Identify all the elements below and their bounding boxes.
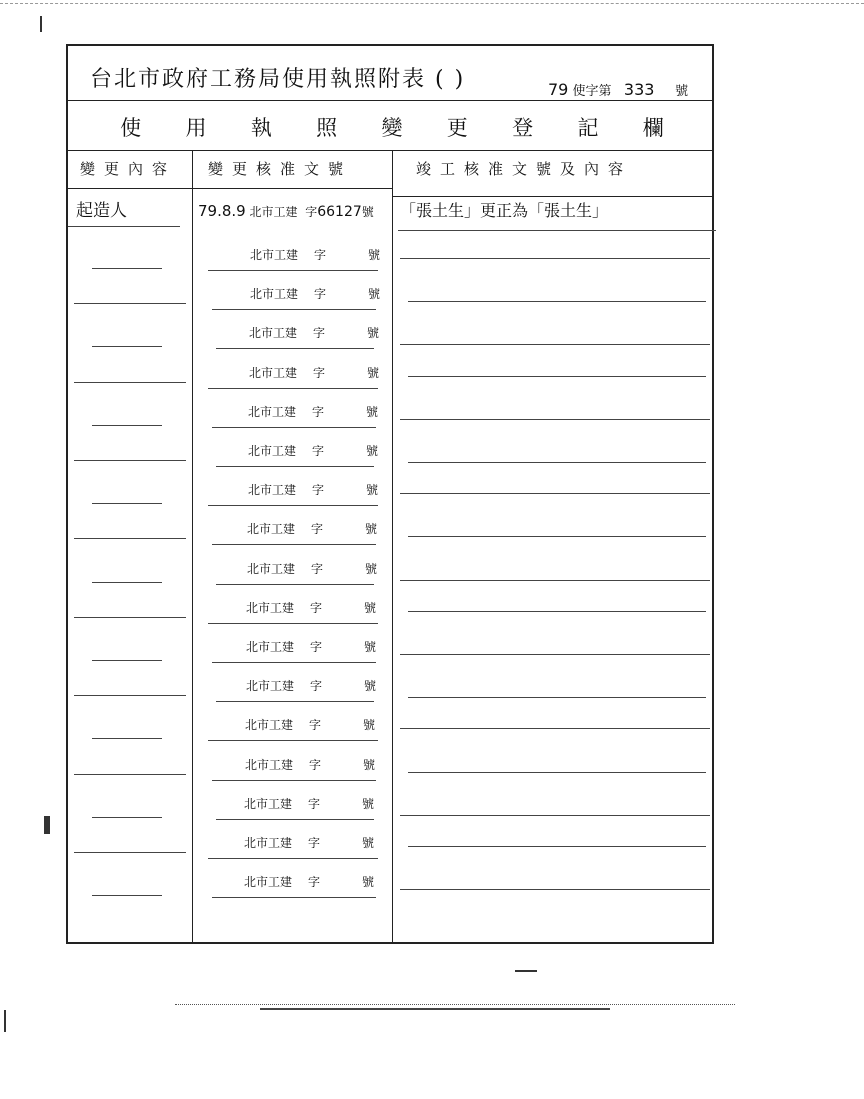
row-rule — [400, 728, 710, 729]
section-heading-char: 用 — [185, 116, 207, 140]
row-rule — [408, 536, 706, 537]
table-row — [68, 310, 716, 349]
table-row — [68, 467, 716, 506]
approval-number — [247, 560, 377, 577]
approval-hao: 號 — [366, 444, 379, 458]
approval-hao: 號 — [364, 640, 377, 654]
table-row-first — [68, 192, 716, 231]
approval-number — [246, 638, 376, 655]
completion-content-value: 「張土生」更正為「張土生」 — [400, 201, 609, 220]
approval-zi: 字 — [312, 483, 325, 498]
row-rule — [74, 695, 186, 696]
approval-number — [248, 481, 378, 498]
approval-prefix: 北市工建 — [249, 205, 298, 219]
row-rule — [408, 611, 706, 612]
approval-zi: 字 — [310, 640, 323, 654]
approval-zi: 字 — [313, 365, 326, 380]
row-rule — [408, 772, 706, 773]
approval-prefix: 北市工建 — [246, 679, 295, 694]
approval-hao: 號 — [365, 561, 378, 576]
approval-hao: 號 — [363, 718, 376, 733]
row-rule — [92, 895, 162, 896]
row-rule — [92, 268, 162, 269]
approval-zi: 字 — [308, 836, 321, 850]
row-rule — [74, 774, 186, 775]
row-rule — [400, 580, 710, 581]
approval-prefix: 北市工建 — [247, 561, 296, 576]
approval-prefix: 北市工建 — [244, 836, 293, 850]
approval-prefix: 北市工建 — [249, 365, 298, 380]
row-rule — [92, 346, 162, 347]
section-heading-char: 變 — [381, 116, 403, 140]
approval-number — [244, 873, 374, 890]
permit-year: 79 — [548, 80, 569, 99]
row-rule — [408, 301, 706, 302]
table-row — [68, 781, 716, 820]
table-row — [68, 624, 716, 663]
approval-hao: 號 — [362, 796, 375, 811]
row-rule — [68, 226, 180, 227]
column-header-change: 變更內容 — [80, 160, 177, 178]
permit-suffix: 號 — [675, 84, 689, 99]
approval-hao: 號 — [368, 287, 381, 302]
approval-prefix: 北市工建 — [245, 757, 294, 772]
permit-appendix-form — [66, 44, 714, 944]
row-rule — [92, 660, 162, 661]
approval-zi: 字 — [312, 444, 325, 458]
approval-zi: 字 — [308, 875, 321, 890]
approval-number — [247, 520, 377, 537]
approval-zi: 字 — [311, 561, 324, 576]
header-underline-2 — [192, 188, 392, 189]
approval-zi: 字 — [314, 287, 327, 302]
row-rule — [92, 582, 162, 583]
approval-prefix: 北市工建 — [246, 600, 295, 615]
scan-edge — [0, 3, 864, 4]
column-header-approval: 變更核准文號 — [208, 160, 353, 178]
approval-serial: 66127 — [317, 204, 362, 220]
row-rule — [400, 889, 710, 890]
approval-prefix: 北市工建 — [244, 796, 293, 811]
approval-hao: 號 — [365, 522, 378, 537]
approval-prefix: 北市工建 — [250, 287, 299, 302]
section-heading-char: 記 — [577, 116, 599, 140]
scan-mark — [260, 1008, 610, 1010]
table-row — [68, 820, 716, 859]
approval-number — [246, 677, 376, 694]
row-rule — [408, 462, 706, 463]
section-heading-char: 登 — [512, 116, 534, 140]
table-row — [68, 663, 716, 702]
row-rule — [74, 538, 186, 539]
row-rule — [74, 460, 186, 461]
approval-number — [250, 246, 380, 263]
row-rule — [400, 654, 710, 655]
table-row — [68, 859, 716, 898]
scan-speck — [44, 816, 50, 834]
row-rule — [408, 697, 706, 698]
scan-speck — [4, 1010, 6, 1032]
approval-hao: 號 — [364, 600, 377, 615]
row-rule — [408, 846, 706, 847]
row-rule — [74, 852, 186, 853]
approval-prefix: 北市工建 — [248, 404, 297, 419]
table-row — [68, 546, 716, 585]
approval-number — [244, 834, 374, 851]
section-divider — [68, 150, 712, 151]
approval-hao: 號 — [366, 404, 379, 419]
row-rule — [400, 493, 710, 494]
approval-prefix: 北市工建 — [250, 248, 299, 262]
section-heading-char: 執 — [250, 116, 272, 140]
row-rule — [74, 382, 186, 383]
row-rule — [92, 425, 162, 426]
approval-hao: 號 — [366, 483, 379, 498]
permit-serial: 333 — [623, 80, 655, 99]
approval-prefix: 北市工建 — [246, 640, 295, 654]
approval-prefix: 北市工建 — [245, 718, 294, 733]
approval-number — [248, 403, 378, 420]
approval-number — [198, 202, 374, 220]
approval-zi: 字 — [312, 404, 325, 419]
approval-zi: 字 — [309, 757, 322, 772]
approval-zi: 字 — [308, 796, 321, 811]
permit-mid: 使字第 — [572, 84, 612, 99]
approval-date: 79.8.9 — [198, 202, 246, 220]
approval-prefix: 北市工建 — [248, 483, 297, 498]
approval-zi: 字 — [310, 600, 323, 615]
approval-prefix: 北市工建 — [248, 444, 297, 458]
approval-number — [248, 442, 378, 459]
approval-zi: 字 — [310, 679, 323, 694]
approval-number — [249, 364, 379, 381]
approval-number — [245, 716, 375, 733]
row-rule — [400, 258, 710, 259]
table-row — [68, 232, 716, 271]
row-rule — [92, 503, 162, 504]
table-row — [68, 389, 716, 428]
approval-number — [249, 324, 379, 341]
row-rule — [400, 815, 710, 816]
section-heading — [68, 108, 716, 146]
scan-mark — [175, 1004, 735, 1005]
approval-zi: 字 — [309, 718, 322, 733]
approval-hao: 號 — [367, 326, 380, 341]
row-rule — [400, 419, 710, 420]
table-row — [68, 271, 716, 310]
section-heading-char: 欄 — [642, 116, 664, 140]
row-rule — [400, 344, 710, 345]
scan-speck — [40, 16, 42, 32]
section-heading-char: 使 — [120, 116, 142, 140]
approval-hao: 號 — [363, 757, 376, 772]
table-row — [68, 742, 716, 781]
row-rule — [408, 376, 706, 377]
approval-hao: 號 — [364, 679, 377, 694]
approval-number — [246, 599, 376, 616]
change-content-value: 起造人 — [76, 201, 127, 221]
table-row — [68, 585, 716, 624]
row-rule — [212, 897, 376, 898]
table-row — [68, 506, 716, 545]
table-row — [68, 428, 716, 467]
section-heading-char: 照 — [316, 116, 338, 140]
approval-hao: 號 — [368, 248, 381, 262]
column-header-completion: 竣工核准文號及內容 — [416, 160, 633, 178]
approval-number — [244, 795, 374, 812]
row-rule — [398, 230, 716, 231]
section-heading-char: 更 — [446, 116, 468, 140]
row-rule — [74, 617, 186, 618]
header-underline-1 — [68, 188, 192, 189]
permit-number — [548, 80, 688, 99]
approval-zi: 字 — [313, 326, 326, 341]
row-rule — [92, 738, 162, 739]
approval-prefix: 北市工建 — [244, 875, 293, 890]
approval-hao: 號 — [362, 875, 375, 890]
approval-number — [245, 756, 375, 773]
approval-hao: 號 — [367, 365, 380, 380]
table-row — [68, 350, 716, 389]
form-title: 台北市政府工務局使用執照附表 ( ) — [90, 67, 466, 92]
table-row — [68, 702, 716, 741]
row-rule — [92, 817, 162, 818]
scan-mark — [515, 970, 537, 972]
approval-prefix: 北市工建 — [249, 326, 298, 341]
title-divider — [68, 100, 712, 101]
approval-zi: 字 — [311, 522, 324, 537]
row-rule — [74, 303, 186, 304]
approval-prefix: 北市工建 — [247, 522, 296, 537]
approval-zi: 字 — [314, 248, 327, 262]
approval-number — [250, 285, 380, 302]
approval-zi: 字 — [305, 205, 318, 219]
approval-hao: 號 — [361, 205, 374, 219]
approval-hao: 號 — [362, 836, 375, 850]
